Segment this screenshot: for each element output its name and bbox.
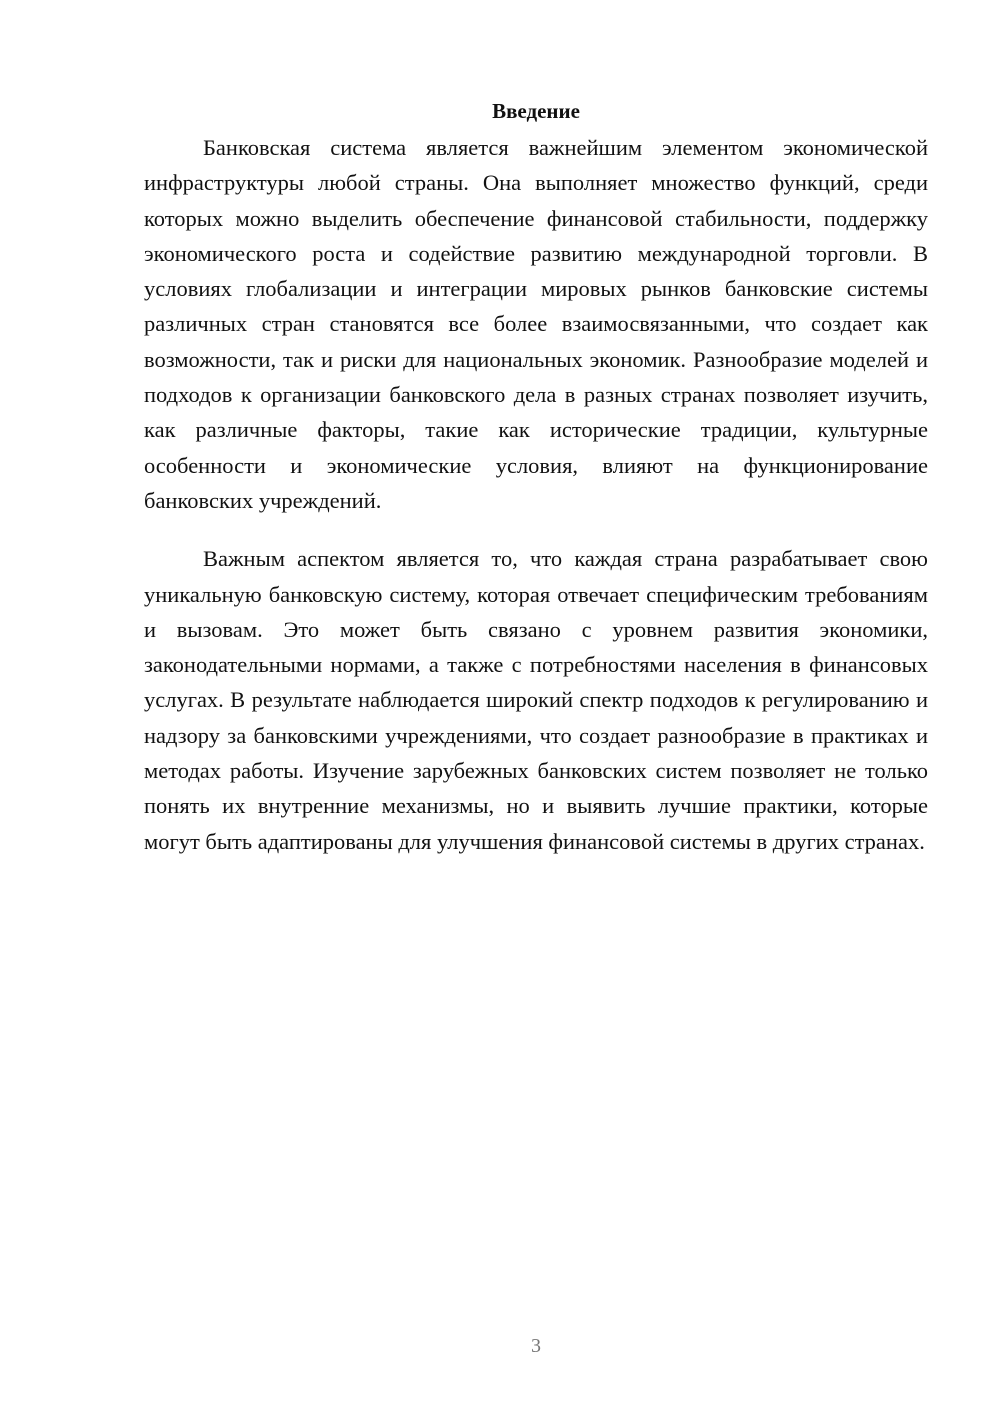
paragraph-2: Важным аспектом является то, что каждая страна разрабатывает свою уникальную банковскую систему, которая отвечает специфическим требованиям и вызовам. Это может быть связано с уровнем развития экономики, законодательными нормами, а также с потребностями населения в финансовых услугах. В результате наблюдается широкий спектр подходов к регулированию и надзору за банковскими учреждениями, что создает разнообразие в практиках и методах работы. Изучение зарубежных банковских систем позволяет не только понять их внутренние механизмы, но и выявить лучшие практики, которые могут быть адаптированы для улучшения финансовой системы в других странах. <box>144 546 928 854</box>
page-content <box>144 96 928 859</box>
section-title: Введение <box>492 99 580 123</box>
page-number: 3 <box>531 1335 541 1357</box>
paragraph-1: Банковская система является важнейшим элементом экономической инфраструктуры любой страны. Она выполняет множество функций, среди которых можно выделить обеспечение финансовой стабильности, поддержку экономического роста и содействие развитию международной торговли. В условиях глобализации и интеграции мировых рынков банковские системы различных стран становятся все более взаимосвязанными, что создает как возможности, так и риски для национальных экономик. Разнообразие моделей и подходов к организации банковского дела в разных странах позволяет изучить, как различные факторы, такие как исторические традиции, культурные особенности и экономические условия, влияют на функционирование банковских учреждений. <box>144 135 928 513</box>
